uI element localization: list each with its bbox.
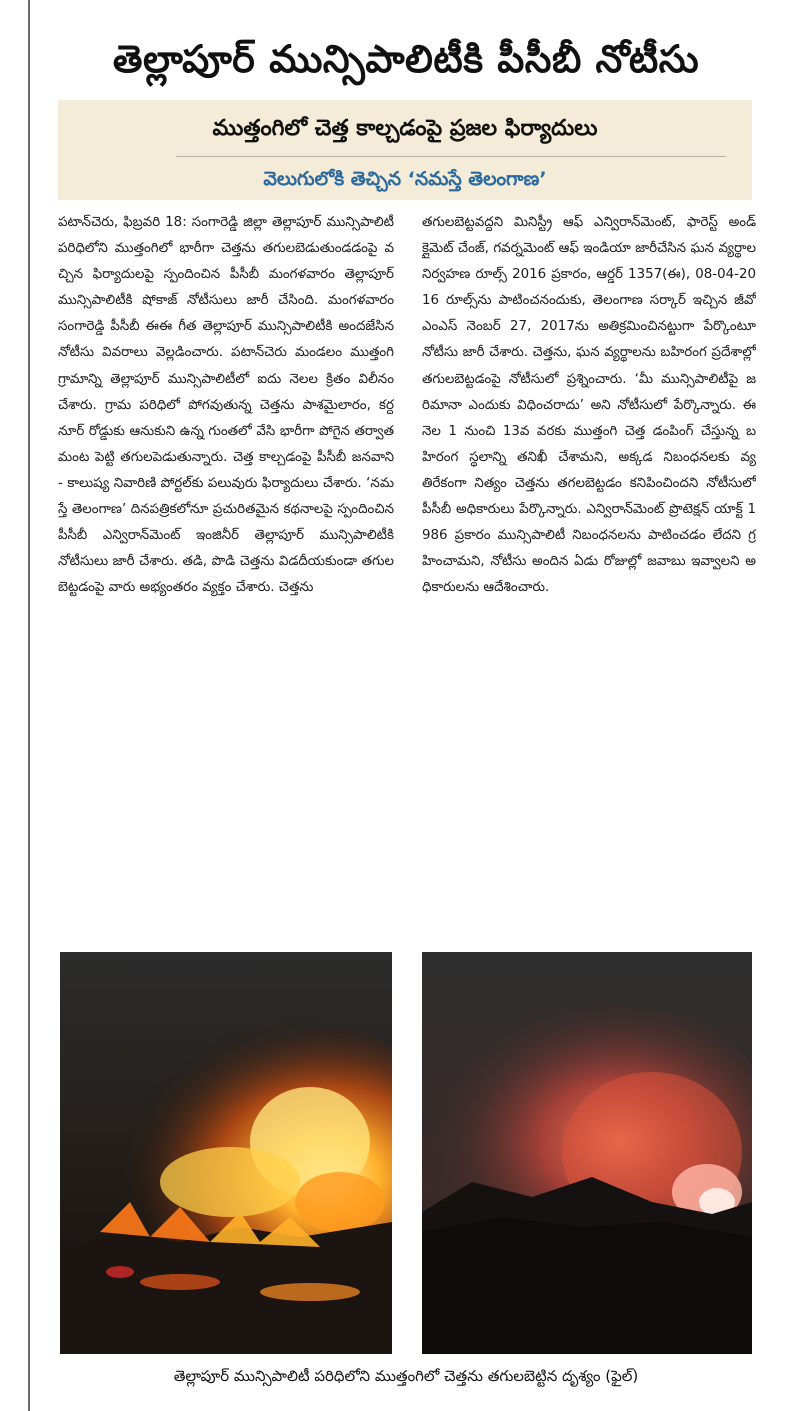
photo-fire-right: [422, 952, 752, 1354]
subheadline: ముత్తంగిలో చెత్త కాల్చడంపై ప్రజల ఫిర్యాదులు: [212, 116, 598, 141]
photo-fire-left: [60, 952, 392, 1354]
article-column-left: పటాన్‌చెరు, ఫిబ్రవరి 18: సంగారెడ్డి జిల్లా తెల్లాపూర్ మున్సిపాలిటీ పరిధిలోని ముత్తంగిలో భారీగా చెత్తను తగులబెడుతుండడంపై వచ్చిన ఫిర్యాదులపై స్పందించిన పీసీబీ మంగళవారం తెల్లాపూర్ మున్సిపాలిటీకి షోకాజ్ నోటీసులు జారీ చేసింది. మంగళవారం సంగారెడ్డి పీసీబీ ఈఈ గీత తెల్లాపూర్ మున్సిపాలిటీకి అందజేసిన నోటీసు వివరాలు వెల్లడించారు. పటాన్‌చెరు మండలం ముత్తంగి గ్రామాన్ని తెల్లాపూర్ మున్సిపాలిటీలో ఐదు నెలల క్రితం విలీనం చేశారు. గ్రామ పరిధిలో పోగవుతున్న చెత్తను పాశమైలారం, కర్దనూర్ రోడ్డుకు ఆనుకుని ఉన్న గుంతలో వేసి భారీగా పోగైన తర్వాత మంట పెట్టి తగులపెడుతున్నారు. చెత్త కాల్చడంపై పీసీబీ జనవాని - కాలుష్య నివారిణి పోర్టల్‌కు పలువురు ఫిర్యాదులు చేశారు. ‘నమస్తే తెలంగాణ’ దినపత్రికలోనూ ప్రచురితమైన కథనాలపై స్పందించిన పీసీబీ ఎన్విరాన్‌మెంట్ ఇంజినీర్ తెల్లాపూర్ మున్సిపాలిటీకి నోటీసులు జారీ చేశారు. తడి, పొడి చెత్తను విడదీయకుండా తగులబెట్టడంపై వారు అభ్యంతరం వ్యక్తం చేశారు. చెత్తను: [58, 215, 394, 596]
tagline: వెలుగులోకి తెచ్చిన ‘నమస్తే తెలంగాణ’: [263, 168, 547, 190]
photo-fire-right-image: [422, 952, 752, 1354]
photo-fire-left-image: [60, 952, 392, 1354]
page-left-border: [28, 0, 30, 1411]
photo-caption: తెల్లాపూర్ మున్సిపాలిటీ పరిధిలోని ముత్తంగిలో చెత్తను తగులబెట్టిన దృశ్యం (ఫైల్): [173, 1367, 639, 1385]
subheadline-box: [58, 100, 752, 200]
subheadline-divider: [176, 156, 726, 157]
headline: తెల్లాపూర్ మున్సిపాలిటీకి పీసీబీ నోటీసు: [112, 37, 700, 81]
article-column-right: తగులబెట్టవద్దని మినిస్ట్రీ ఆఫ్ ఎన్విరాన్‌మెంట్, ఫారెస్ట్ అండ్ క్లైమెట్ చేంజ్, గవర్నమెంట్ ఆఫ్ ఇండియా జారీచేసిన ఘన వ్యర్థాల నిర్వహణ రూల్స్ 2016 ప్రకారం, ఆర్డర్ 1357(ఈ), 08-04-2016 రూల్స్‌ను పాటించనందుకు, తెలంగాణ సర్కార్ ఇచ్చిన జీవో ఎంఎస్ నెంబర్ 27, 2017ను అతిక్రమించినట్టుగా పేర్కొంటూ నోటీసు జారీ చేశారు. చెత్తను, ఘన వ్యర్థాలను బహిరంగ ప్రదేశాల్లో తగులబెట్టడంపై నోటీసులో ప్రశ్నించారు. ‘మీ మున్సిపాలిటీపై జరిమానా ఎందుకు విధించరాదు’ అని నోటీసులో పేర్కొన్నారు. ఈనెల 1 నుంచి 13వ వరకు ముత్తంగి చెత్త డంపింగ్ చేస్తున్న బహిరంగ స్థలాన్ని తనిఖీ చేశామని, అక్కడ నిబంధనలకు వ్యతిరేకంగా నిత్యం చెత్తను తగలబెట్టడం కనిపించిందని నోటీసులో పీసీబీ అధికారులు పేర్కొన్నారు. ఎన్విరాన్‌మెంట్ ప్రొటెక్షన్ యాక్ట్ 1986 ప్రకారం మున్సిపాలిటీ నిబంధనలను పాటించడం లేదని గ్రహించామని, నోటీసు అందిన ఏడు రోజుల్లో జవాబు ఇవ్వాలని అధికారులను ఆదేశించారు.: [422, 215, 756, 596]
